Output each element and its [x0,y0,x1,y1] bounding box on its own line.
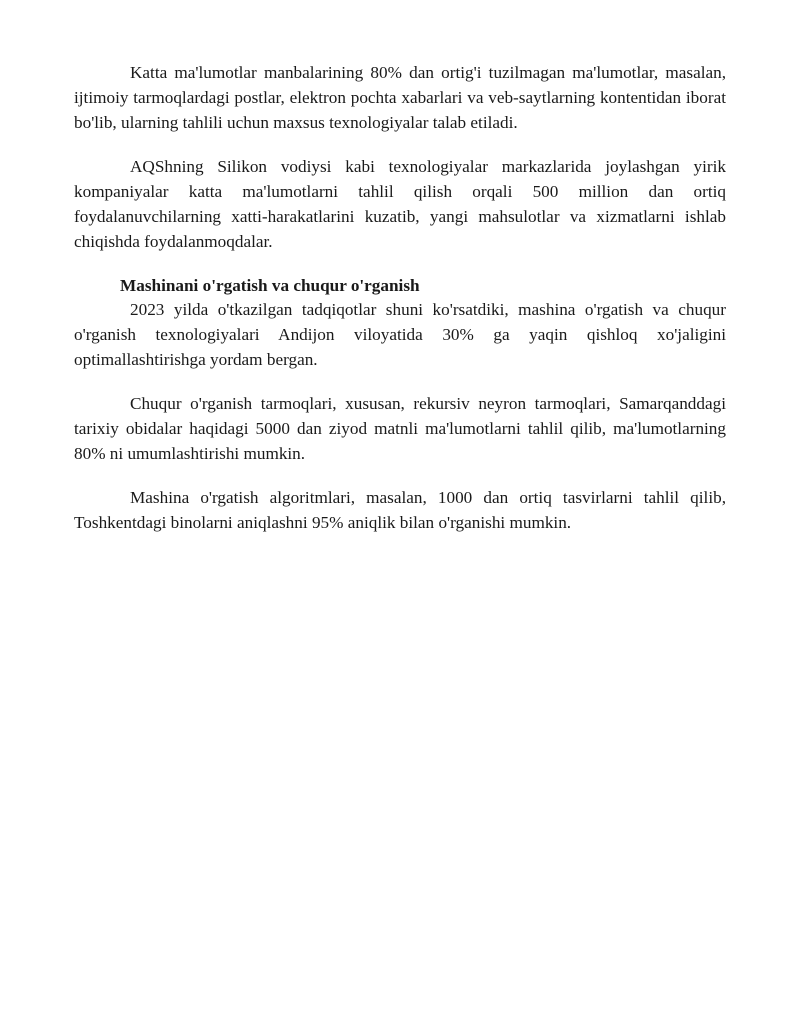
paragraph-unstructured-data: Katta ma'lumotlar manbalarining 80% dan ortig'i tuzilmagan ma'lumotlar, masalan, ijtimoiy tarmoqlardagi postlar, elektron pochta xabarlari va veb-saytlarning kontentidan iborat bo'lib, ularning tahlili uchun maxsus texnologiyalar talab etiladi. [74,63,726,132]
paragraph-silicon-valley: AQShning Silikon vodiysi kabi texnologiyalar markazlarida joylashgan yirik kompaniyalar katta ma'lumotlarni tahlil qilish orqali 500 million dan ortiq foydalanuvchilarning xatti-harakatlarini kuzatib, yangi mahsulotlar va xizmatlarni ishlab chiqishda foydalanmoqdalar. [74,157,726,251]
paragraph-tashkent-buildings: Mashina o'rgatish algoritmlari, masalan, 1000 dan ortiq tasvirlarni tahlil qilib, Toshkentdagi binolarni aniqlashni 95% aniqlik bilan o'rganishi mumkin. [74,488,726,532]
document-page [74,60,726,535]
paragraph-deep-learning-samarkand: Chuqur o'rganish tarmoqlari, xususan, rekursiv neyron tarmoqlari, Samarqanddagi tarixiy obidalar haqidagi 5000 dan ziyod matnli ma'lumotlarni tahlil qilib, ma'lumotlarning 80% ni umumlashtirishi mumkin. [74,394,726,463]
paragraph-andijan-research: 2023 yilda o'tkazilgan tadqiqotlar shuni ko'rsatdiki, mashina o'rgatish va chuqur o'rganish texnologiyalari Andijon viloyatida 30% ga yaqin qishloq xo'jaligini optimallashtirishga yordam bergan. [74,300,726,369]
section-heading: Mashinani o'rgatish va chuqur o'rganish [120,276,420,295]
